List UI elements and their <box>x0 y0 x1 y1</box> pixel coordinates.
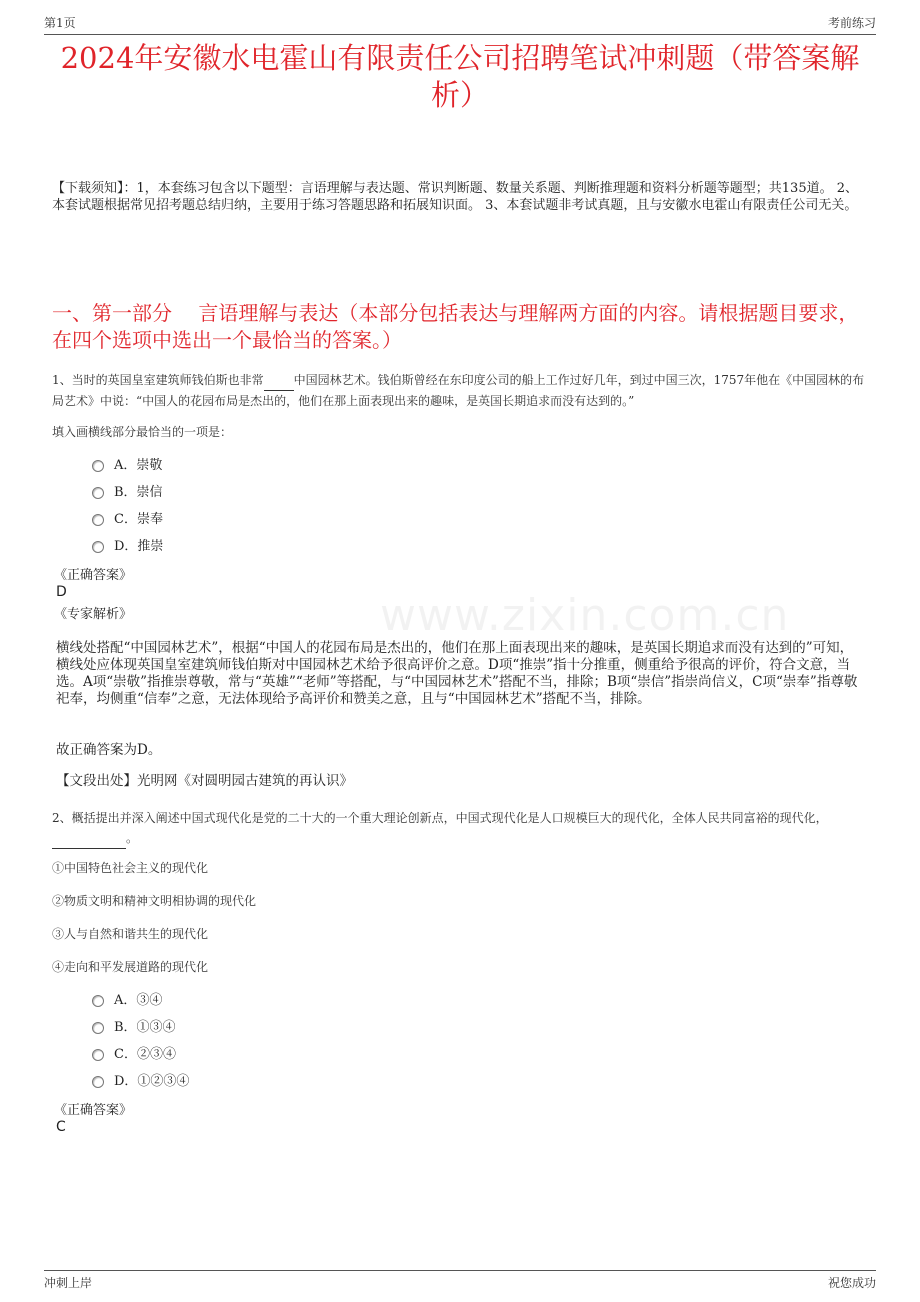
question-1-conclusion: 故正确答案为D。 <box>56 742 162 758</box>
question-1-blank <box>264 370 294 391</box>
option-label: A．③④ <box>114 993 163 1008</box>
question-1-option-c[interactable] <box>92 511 163 529</box>
question-2-item-2: ②物质文明和精神文明相协调的现代化 <box>52 894 257 908</box>
radio-icon[interactable] <box>92 460 104 472</box>
option-label: D．①②③④ <box>114 1074 190 1089</box>
question-1-answer-label: 《正确答案》 <box>54 568 133 583</box>
question-1-analysis: 横线处搭配“中国园林艺术”，根据“中国人的花园布局是杰出的，他们在那上面表现出来的趣味，是英国长期追求而没有达到的”可知，横线处应体现英国皇室建筑师钱伯斯对中国园林艺术给予很高评价之意。D项“推崇”指十分推重，侧重给予很高的评价，符合文意，当选。A项“崇敬”指推崇尊敬，常与“英雄”“老师”等搭配，与“中国园林艺术”搭配不当，排除；B项“崇信”指崇尚信义，C项“崇奉”指尊敬祀奉，均侧重“信奉”之意，无法体现给予高评价和赞美之意，且与“中国园林艺术”搭配不当，排除。 <box>56 640 858 707</box>
question-1-prompt: 填入画横线部分最恰当的一项是： <box>52 425 233 439</box>
question-1-option-b[interactable] <box>92 484 163 502</box>
radio-icon[interactable] <box>92 487 104 499</box>
option-label: C．崇奉 <box>114 512 163 527</box>
option-label: C．②③④ <box>114 1047 176 1062</box>
question-2-option-b[interactable] <box>92 1019 176 1037</box>
footer-right: 祝您成功 <box>827 1276 876 1290</box>
source-label: 【文段出处】 <box>56 773 137 789</box>
question-2-stem <box>52 808 868 849</box>
question-2-option-d[interactable] <box>92 1073 189 1091</box>
option-label: B．①③④ <box>114 1020 176 1035</box>
radio-icon[interactable] <box>92 1049 104 1061</box>
question-1-analysis-label: 《专家解析》 <box>54 607 133 622</box>
question-2-option-c[interactable] <box>92 1046 176 1064</box>
page-number: 第1页 <box>44 16 76 30</box>
option-label: B．崇信 <box>114 485 163 500</box>
question-2-text: 2、概括提出并深入阐述中国式现代化是党的二十大的一个重大理论创新点，中国式现代化是人口规模巨大的现代化，全体人民共同富裕的现代化， <box>52 811 828 825</box>
page-footer <box>44 1270 876 1293</box>
question-2-answer: C <box>56 1119 66 1135</box>
watermark: www.zixin.com.cn <box>380 590 790 641</box>
page-header <box>44 14 876 35</box>
option-label: A．崇敬 <box>114 458 163 473</box>
option-label: D．推崇 <box>114 539 164 554</box>
radio-icon[interactable] <box>92 1022 104 1034</box>
document-title: 2024年安徽水电霍山有限责任公司招聘笔试冲刺题（带答案解析） <box>60 41 860 112</box>
radio-icon[interactable] <box>92 1076 104 1088</box>
question-1-text-before: 1、当时的英国皇室建筑师钱伯斯也非常 <box>52 373 264 387</box>
question-2-text-end: 。 <box>126 831 139 845</box>
question-1-option-d[interactable] <box>92 538 163 556</box>
question-2-item-3: ③人与自然和谐共生的现代化 <box>52 927 209 941</box>
question-2-option-a[interactable] <box>92 992 162 1010</box>
radio-icon[interactable] <box>92 995 104 1007</box>
footer-left: 冲刺上岸 <box>44 1276 93 1290</box>
radio-icon[interactable] <box>92 514 104 526</box>
question-1-option-a[interactable] <box>92 457 162 475</box>
question-2-blank <box>52 828 126 849</box>
radio-icon[interactable] <box>92 541 104 553</box>
question-2-item-4: ④走向和平发展道路的现代化 <box>52 960 209 974</box>
question-1-stem <box>52 370 868 411</box>
source-text: 光明网《对圆明园古建筑的再认识》 <box>137 773 353 789</box>
question-1-source <box>56 773 872 790</box>
question-1-text-after: 中国园林艺术。钱伯斯曾经在东印度公司的船上工作过好几年，到过中国三次，1757年他在《中国园林的布局艺术》中说：“中国人的花园布局是杰出的，他们在那上面表现出来的趣味，是英国长期追求而没有达到的。” <box>52 373 865 408</box>
question-2-answer-label: 《正确答案》 <box>54 1103 133 1118</box>
question-1-answer: D <box>56 584 67 600</box>
question-2-item-1: ①中国特色社会主义的现代化 <box>52 861 209 875</box>
download-notice: 【下载须知】：1，本套练习包含以下题型：言语理解与表达题、常识判断题、数量关系题、判断推理题和资料分析题等题型；共135道。 2、本套试题根据常见招考题总结归纳，主要用于练习答题思路和拓展知识面。 3、本套试题非考试真题，且与安徽水电霍山有限责任公司无关。 <box>52 181 858 213</box>
section-title: 一、第一部分 言语理解与表达（本部分包括表达与理解两方面的内容。请根据题目要求，在四个选项中选出一个最恰当的答案。） <box>52 301 859 352</box>
header-label: 考前练习 <box>827 16 876 30</box>
